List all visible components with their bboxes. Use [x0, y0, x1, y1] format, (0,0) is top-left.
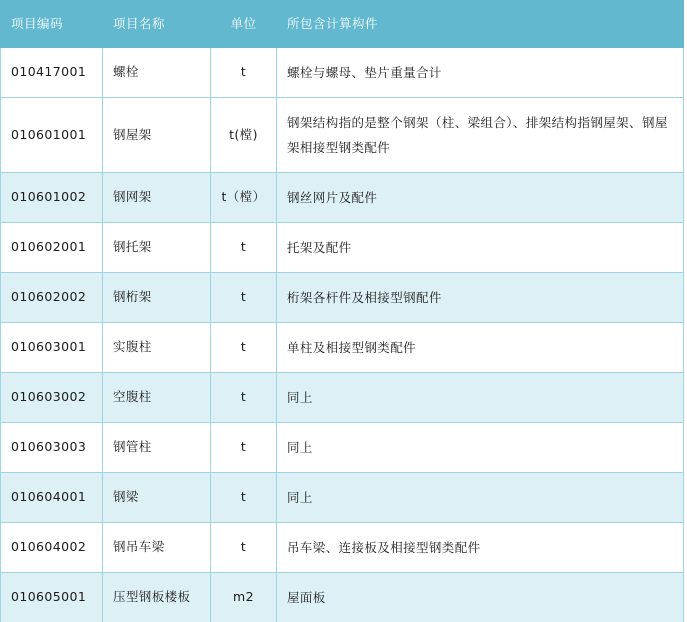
table-row — [1, 322, 684, 372]
cell-name: 钢桁架 — [103, 272, 211, 322]
table-row — [1, 272, 684, 322]
table-row — [1, 572, 684, 622]
table-header — [1, 1, 684, 48]
column-header-name: 项目名称 — [103, 1, 211, 48]
cell-unit: t — [211, 272, 277, 322]
cell-code: 010603003 — [1, 422, 103, 472]
cell-description: 钢丝网片及配件 — [277, 172, 684, 222]
cell-unit: t — [211, 322, 277, 372]
cell-name: 钢管柱 — [103, 422, 211, 472]
cell-name: 实腹柱 — [103, 322, 211, 372]
cell-unit: t — [211, 522, 277, 572]
cell-unit: m2 — [211, 572, 277, 622]
table-row — [1, 522, 684, 572]
cell-code: 010601002 — [1, 172, 103, 222]
column-header-components: 所包含计算构件 — [277, 1, 684, 48]
cell-name: 钢屋架 — [103, 97, 211, 172]
cell-description: 同上 — [277, 422, 684, 472]
table-row — [1, 372, 684, 422]
cell-code: 010604002 — [1, 522, 103, 572]
cell-code: 010603002 — [1, 372, 103, 422]
cell-description: 桁架各杆件及相接型钢配件 — [277, 272, 684, 322]
cell-description: 单柱及相接型钢类配件 — [277, 322, 684, 372]
cell-code: 010604001 — [1, 472, 103, 522]
column-header-unit: 单位 — [211, 1, 277, 48]
cell-unit: t — [211, 47, 277, 97]
cell-name: 钢吊车梁 — [103, 522, 211, 572]
cell-code: 010603001 — [1, 322, 103, 372]
cell-code: 010602002 — [1, 272, 103, 322]
cell-code: 010417001 — [1, 47, 103, 97]
table-row — [1, 422, 684, 472]
cell-name: 空腹柱 — [103, 372, 211, 422]
cell-description: 螺栓与螺母、垫片重量合计 — [277, 47, 684, 97]
cell-name: 螺栓 — [103, 47, 211, 97]
cell-name: 压型钢板楼板 — [103, 572, 211, 622]
cell-description: 吊车梁、连接板及相接型钢类配件 — [277, 522, 684, 572]
cell-description: 同上 — [277, 372, 684, 422]
cell-unit: t — [211, 372, 277, 422]
cell-code: 010605001 — [1, 572, 103, 622]
cell-description: 钢架结构指的是整个钢架（柱、梁组合）、排架结构指钢屋架、钢屋架相接型钢类配件 — [277, 97, 684, 172]
cell-name: 钢托架 — [103, 222, 211, 272]
table-row — [1, 472, 684, 522]
table-row — [1, 97, 684, 172]
cell-code: 010601001 — [1, 97, 103, 172]
cell-unit: t(樘) — [211, 97, 277, 172]
column-header-code: 项目编码 — [1, 1, 103, 48]
cell-code: 010602001 — [1, 222, 103, 272]
cell-description: 同上 — [277, 472, 684, 522]
table-row — [1, 172, 684, 222]
cell-description: 托架及配件 — [277, 222, 684, 272]
cell-name: 钢梁 — [103, 472, 211, 522]
cell-name: 钢网架 — [103, 172, 211, 222]
cell-unit: t（樘） — [211, 172, 277, 222]
cell-unit: t — [211, 222, 277, 272]
cell-description: 屋面板 — [277, 572, 684, 622]
table-row — [1, 47, 684, 97]
cell-unit: t — [211, 422, 277, 472]
cell-unit: t — [211, 472, 277, 522]
table-header-row — [1, 1, 684, 48]
table-body — [1, 47, 684, 622]
table-row — [1, 222, 684, 272]
